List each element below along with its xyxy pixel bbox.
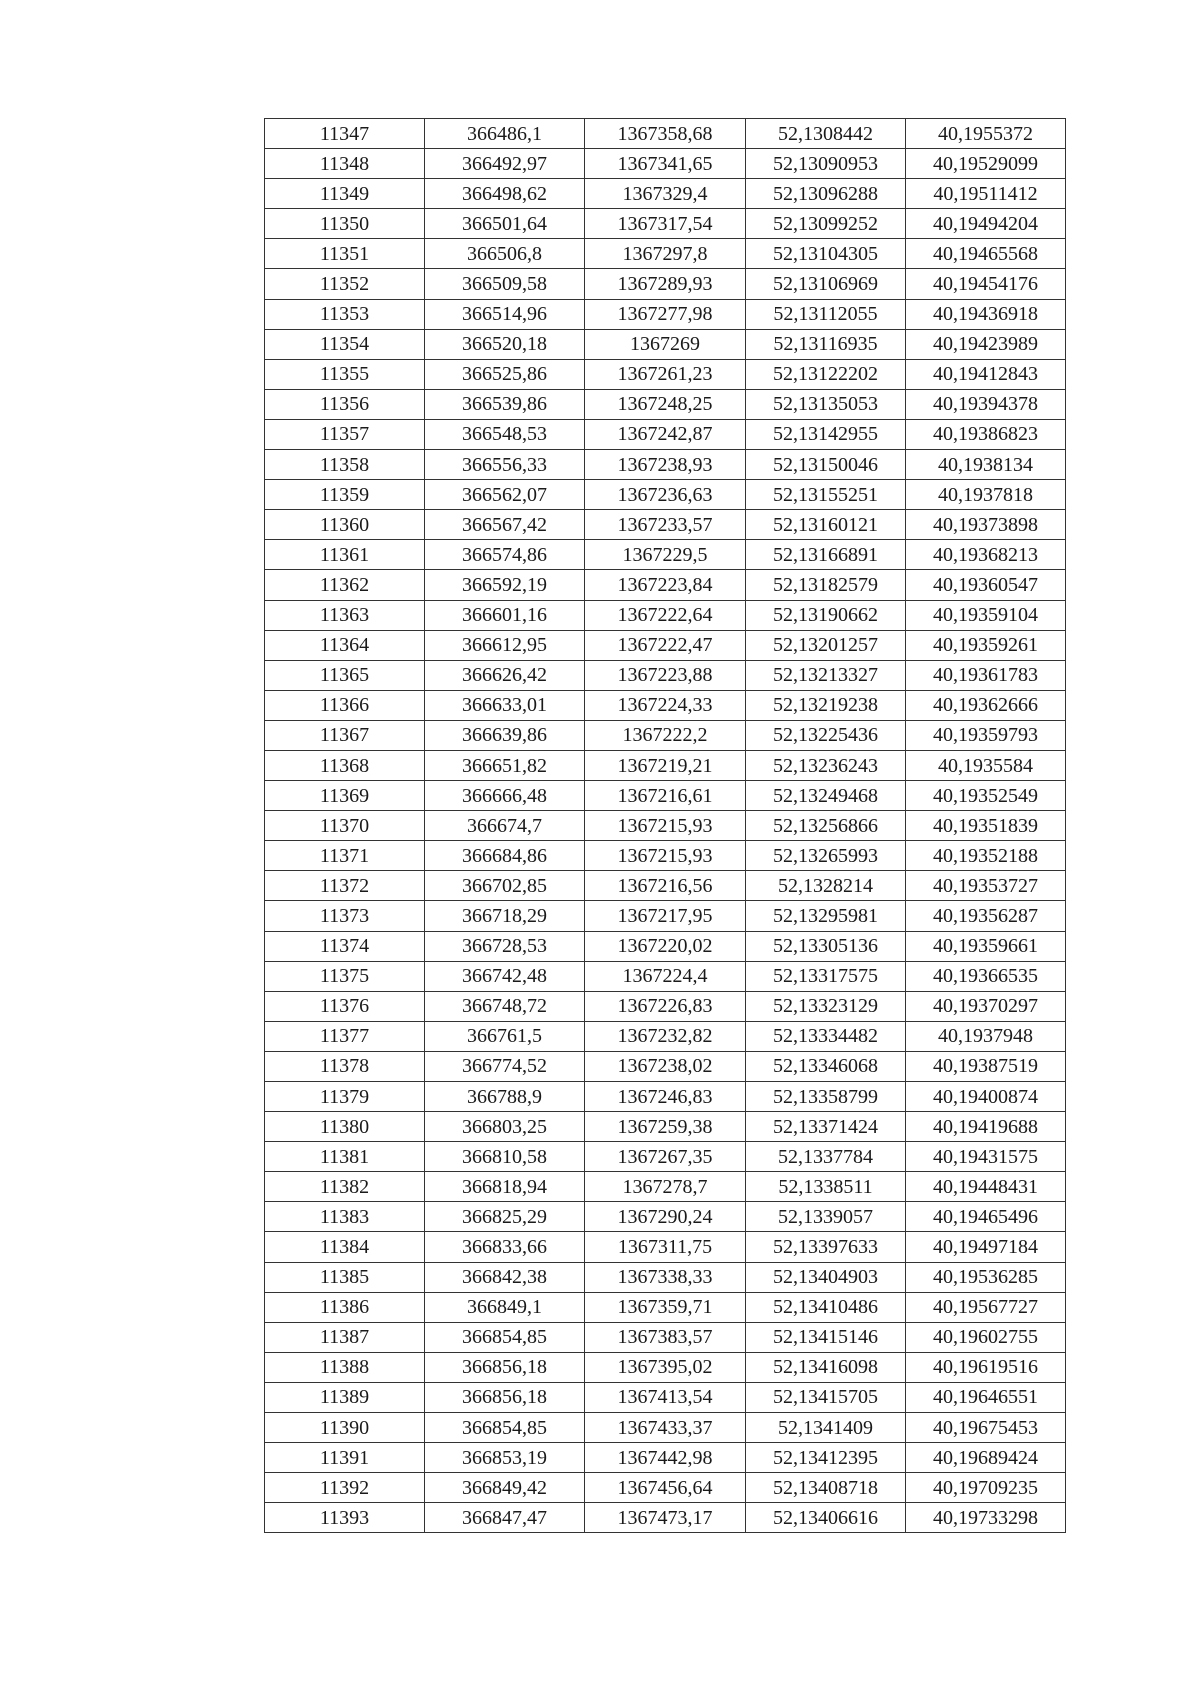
point-number-cell: 11360 bbox=[265, 510, 425, 540]
point-number-cell: 11352 bbox=[265, 269, 425, 299]
point-number-cell: 11365 bbox=[265, 660, 425, 690]
x-coordinate-cell: 366539,86 bbox=[425, 389, 585, 419]
x-coordinate-cell: 366492,97 bbox=[425, 149, 585, 179]
table-row bbox=[265, 1413, 1066, 1443]
latitude-cell: 52,13397633 bbox=[746, 1232, 906, 1262]
latitude-cell: 52,13106969 bbox=[746, 269, 906, 299]
table-row bbox=[265, 1112, 1066, 1142]
y-coordinate-cell: 1367383,57 bbox=[585, 1322, 746, 1352]
latitude-cell: 52,13406616 bbox=[746, 1503, 906, 1533]
latitude-cell: 52,1337784 bbox=[746, 1142, 906, 1172]
point-number-cell: 11393 bbox=[265, 1503, 425, 1533]
x-coordinate-cell: 366803,25 bbox=[425, 1112, 585, 1142]
longitude-cell: 40,19602755 bbox=[906, 1322, 1066, 1352]
point-number-cell: 11353 bbox=[265, 299, 425, 329]
latitude-cell: 52,13305136 bbox=[746, 931, 906, 961]
x-coordinate-cell: 366674,7 bbox=[425, 811, 585, 841]
table-row bbox=[265, 1292, 1066, 1322]
latitude-cell: 52,13112055 bbox=[746, 299, 906, 329]
table-row bbox=[265, 299, 1066, 329]
point-number-cell: 11350 bbox=[265, 209, 425, 239]
longitude-cell: 40,1955372 bbox=[906, 119, 1066, 149]
latitude-cell: 52,13334482 bbox=[746, 1021, 906, 1051]
x-coordinate-cell: 366486,1 bbox=[425, 119, 585, 149]
x-coordinate-cell: 366548,53 bbox=[425, 419, 585, 449]
table-row bbox=[265, 991, 1066, 1021]
latitude-cell: 52,13122202 bbox=[746, 359, 906, 389]
longitude-cell: 40,19423989 bbox=[906, 329, 1066, 359]
latitude-cell: 52,13142955 bbox=[746, 419, 906, 449]
x-coordinate-cell: 366556,33 bbox=[425, 450, 585, 480]
table-row bbox=[265, 1142, 1066, 1172]
point-number-cell: 11389 bbox=[265, 1382, 425, 1412]
table-row bbox=[265, 690, 1066, 720]
point-number-cell: 11359 bbox=[265, 480, 425, 510]
table-row bbox=[265, 1082, 1066, 1112]
y-coordinate-cell: 1367246,83 bbox=[585, 1082, 746, 1112]
y-coordinate-cell: 1367269 bbox=[585, 329, 746, 359]
point-number-cell: 11348 bbox=[265, 149, 425, 179]
y-coordinate-cell: 1367456,64 bbox=[585, 1473, 746, 1503]
latitude-cell: 52,13295981 bbox=[746, 901, 906, 931]
x-coordinate-cell: 366651,82 bbox=[425, 750, 585, 780]
longitude-cell: 40,19529099 bbox=[906, 149, 1066, 179]
latitude-cell: 52,13408718 bbox=[746, 1473, 906, 1503]
latitude-cell: 52,1308442 bbox=[746, 119, 906, 149]
point-number-cell: 11382 bbox=[265, 1172, 425, 1202]
y-coordinate-cell: 1367223,88 bbox=[585, 660, 746, 690]
table-row bbox=[265, 1473, 1066, 1503]
longitude-cell: 40,19400874 bbox=[906, 1082, 1066, 1112]
y-coordinate-cell: 1367278,7 bbox=[585, 1172, 746, 1202]
longitude-cell: 40,19394378 bbox=[906, 389, 1066, 419]
x-coordinate-cell: 366818,94 bbox=[425, 1172, 585, 1202]
point-number-cell: 11354 bbox=[265, 329, 425, 359]
x-coordinate-cell: 366567,42 bbox=[425, 510, 585, 540]
latitude-cell: 52,13155251 bbox=[746, 480, 906, 510]
point-number-cell: 11371 bbox=[265, 841, 425, 871]
longitude-cell: 40,19370297 bbox=[906, 991, 1066, 1021]
longitude-cell: 40,19619516 bbox=[906, 1352, 1066, 1382]
y-coordinate-cell: 1367217,95 bbox=[585, 901, 746, 931]
point-number-cell: 11363 bbox=[265, 600, 425, 630]
table-row bbox=[265, 811, 1066, 841]
longitude-cell: 40,19431575 bbox=[906, 1142, 1066, 1172]
longitude-cell: 40,19465568 bbox=[906, 239, 1066, 269]
longitude-cell: 40,19386823 bbox=[906, 419, 1066, 449]
latitude-cell: 52,13236243 bbox=[746, 750, 906, 780]
table-row bbox=[265, 510, 1066, 540]
latitude-cell: 52,13213327 bbox=[746, 660, 906, 690]
latitude-cell: 52,13416098 bbox=[746, 1352, 906, 1382]
point-number-cell: 11380 bbox=[265, 1112, 425, 1142]
x-coordinate-cell: 366810,58 bbox=[425, 1142, 585, 1172]
y-coordinate-cell: 1367259,38 bbox=[585, 1112, 746, 1142]
point-number-cell: 11368 bbox=[265, 750, 425, 780]
y-coordinate-cell: 1367261,23 bbox=[585, 359, 746, 389]
table-row bbox=[265, 961, 1066, 991]
coordinates-table-body bbox=[265, 119, 1066, 1533]
x-coordinate-cell: 366509,58 bbox=[425, 269, 585, 299]
y-coordinate-cell: 1367238,93 bbox=[585, 450, 746, 480]
longitude-cell: 40,19497184 bbox=[906, 1232, 1066, 1262]
latitude-cell: 52,13410486 bbox=[746, 1292, 906, 1322]
point-number-cell: 11367 bbox=[265, 720, 425, 750]
latitude-cell: 52,13135053 bbox=[746, 389, 906, 419]
x-coordinate-cell: 366842,38 bbox=[425, 1262, 585, 1292]
longitude-cell: 40,1935584 bbox=[906, 750, 1066, 780]
table-row bbox=[265, 871, 1066, 901]
point-number-cell: 11388 bbox=[265, 1352, 425, 1382]
point-number-cell: 11374 bbox=[265, 931, 425, 961]
point-number-cell: 11349 bbox=[265, 179, 425, 209]
y-coordinate-cell: 1367473,17 bbox=[585, 1503, 746, 1533]
table-row bbox=[265, 329, 1066, 359]
longitude-cell: 40,19359104 bbox=[906, 600, 1066, 630]
table-row bbox=[265, 781, 1066, 811]
longitude-cell: 40,19359661 bbox=[906, 931, 1066, 961]
table-row bbox=[265, 630, 1066, 660]
longitude-cell: 40,19387519 bbox=[906, 1051, 1066, 1081]
longitude-cell: 40,19646551 bbox=[906, 1382, 1066, 1412]
x-coordinate-cell: 366856,18 bbox=[425, 1352, 585, 1382]
table-row bbox=[265, 1503, 1066, 1533]
table-row bbox=[265, 901, 1066, 931]
longitude-cell: 40,19366535 bbox=[906, 961, 1066, 991]
point-number-cell: 11355 bbox=[265, 359, 425, 389]
longitude-cell: 40,19465496 bbox=[906, 1202, 1066, 1232]
table-row bbox=[265, 209, 1066, 239]
longitude-cell: 40,19360547 bbox=[906, 570, 1066, 600]
x-coordinate-cell: 366520,18 bbox=[425, 329, 585, 359]
y-coordinate-cell: 1367248,25 bbox=[585, 389, 746, 419]
longitude-cell: 40,19494204 bbox=[906, 209, 1066, 239]
x-coordinate-cell: 366718,29 bbox=[425, 901, 585, 931]
point-number-cell: 11356 bbox=[265, 389, 425, 419]
longitude-cell: 40,19359793 bbox=[906, 720, 1066, 750]
longitude-cell: 40,19359261 bbox=[906, 630, 1066, 660]
latitude-cell: 52,13323129 bbox=[746, 991, 906, 1021]
y-coordinate-cell: 1367341,65 bbox=[585, 149, 746, 179]
x-coordinate-cell: 366592,19 bbox=[425, 570, 585, 600]
y-coordinate-cell: 1367413,54 bbox=[585, 1382, 746, 1412]
table-row bbox=[265, 119, 1066, 149]
table-row bbox=[265, 450, 1066, 480]
table-row bbox=[265, 419, 1066, 449]
x-coordinate-cell: 366853,19 bbox=[425, 1443, 585, 1473]
y-coordinate-cell: 1367224,4 bbox=[585, 961, 746, 991]
latitude-cell: 52,1339057 bbox=[746, 1202, 906, 1232]
table-row bbox=[265, 660, 1066, 690]
table-row bbox=[265, 1443, 1066, 1473]
y-coordinate-cell: 1367359,71 bbox=[585, 1292, 746, 1322]
longitude-cell: 40,19356287 bbox=[906, 901, 1066, 931]
table-row bbox=[265, 480, 1066, 510]
latitude-cell: 52,13415705 bbox=[746, 1382, 906, 1412]
point-number-cell: 11392 bbox=[265, 1473, 425, 1503]
x-coordinate-cell: 366562,07 bbox=[425, 480, 585, 510]
point-number-cell: 11361 bbox=[265, 540, 425, 570]
y-coordinate-cell: 1367297,8 bbox=[585, 239, 746, 269]
latitude-cell: 52,13219238 bbox=[746, 690, 906, 720]
point-number-cell: 11366 bbox=[265, 690, 425, 720]
latitude-cell: 52,13256866 bbox=[746, 811, 906, 841]
table-row bbox=[265, 1051, 1066, 1081]
longitude-cell: 40,19353727 bbox=[906, 871, 1066, 901]
longitude-cell: 40,19436918 bbox=[906, 299, 1066, 329]
point-number-cell: 11358 bbox=[265, 450, 425, 480]
table-row bbox=[265, 389, 1066, 419]
table-row bbox=[265, 720, 1066, 750]
y-coordinate-cell: 1367236,63 bbox=[585, 480, 746, 510]
longitude-cell: 40,19675453 bbox=[906, 1413, 1066, 1443]
point-number-cell: 11377 bbox=[265, 1021, 425, 1051]
latitude-cell: 52,13116935 bbox=[746, 329, 906, 359]
point-number-cell: 11381 bbox=[265, 1142, 425, 1172]
latitude-cell: 52,13104305 bbox=[746, 239, 906, 269]
latitude-cell: 52,13099252 bbox=[746, 209, 906, 239]
latitude-cell: 52,1338511 bbox=[746, 1172, 906, 1202]
y-coordinate-cell: 1367215,93 bbox=[585, 841, 746, 871]
latitude-cell: 52,13182579 bbox=[746, 570, 906, 600]
longitude-cell: 40,19733298 bbox=[906, 1503, 1066, 1533]
longitude-cell: 40,19448431 bbox=[906, 1172, 1066, 1202]
longitude-cell: 40,19362666 bbox=[906, 690, 1066, 720]
longitude-cell: 40,19536285 bbox=[906, 1262, 1066, 1292]
latitude-cell: 52,13190662 bbox=[746, 600, 906, 630]
longitude-cell: 40,19419688 bbox=[906, 1112, 1066, 1142]
x-coordinate-cell: 366847,47 bbox=[425, 1503, 585, 1533]
point-number-cell: 11379 bbox=[265, 1082, 425, 1112]
y-coordinate-cell: 1367226,83 bbox=[585, 991, 746, 1021]
x-coordinate-cell: 366856,18 bbox=[425, 1382, 585, 1412]
y-coordinate-cell: 1367277,98 bbox=[585, 299, 746, 329]
table-row bbox=[265, 1232, 1066, 1262]
y-coordinate-cell: 1367317,54 bbox=[585, 209, 746, 239]
latitude-cell: 52,13265993 bbox=[746, 841, 906, 871]
point-number-cell: 11375 bbox=[265, 961, 425, 991]
table-row bbox=[265, 269, 1066, 299]
x-coordinate-cell: 366728,53 bbox=[425, 931, 585, 961]
y-coordinate-cell: 1367329,4 bbox=[585, 179, 746, 209]
y-coordinate-cell: 1367267,35 bbox=[585, 1142, 746, 1172]
table-row bbox=[265, 1352, 1066, 1382]
latitude-cell: 52,13358799 bbox=[746, 1082, 906, 1112]
y-coordinate-cell: 1367442,98 bbox=[585, 1443, 746, 1473]
longitude-cell: 40,1937948 bbox=[906, 1021, 1066, 1051]
x-coordinate-cell: 366684,86 bbox=[425, 841, 585, 871]
longitude-cell: 40,19352549 bbox=[906, 781, 1066, 811]
x-coordinate-cell: 366501,64 bbox=[425, 209, 585, 239]
y-coordinate-cell: 1367433,37 bbox=[585, 1413, 746, 1443]
point-number-cell: 11390 bbox=[265, 1413, 425, 1443]
latitude-cell: 52,13415146 bbox=[746, 1322, 906, 1352]
longitude-cell: 40,19373898 bbox=[906, 510, 1066, 540]
x-coordinate-cell: 366742,48 bbox=[425, 961, 585, 991]
y-coordinate-cell: 1367222,2 bbox=[585, 720, 746, 750]
x-coordinate-cell: 366854,85 bbox=[425, 1322, 585, 1352]
x-coordinate-cell: 366833,66 bbox=[425, 1232, 585, 1262]
point-number-cell: 11347 bbox=[265, 119, 425, 149]
x-coordinate-cell: 366825,29 bbox=[425, 1202, 585, 1232]
point-number-cell: 11385 bbox=[265, 1262, 425, 1292]
x-coordinate-cell: 366514,96 bbox=[425, 299, 585, 329]
x-coordinate-cell: 366626,42 bbox=[425, 660, 585, 690]
point-number-cell: 11362 bbox=[265, 570, 425, 600]
longitude-cell: 40,19511412 bbox=[906, 179, 1066, 209]
latitude-cell: 52,13201257 bbox=[746, 630, 906, 660]
x-coordinate-cell: 366574,86 bbox=[425, 540, 585, 570]
coordinates-table bbox=[264, 118, 1066, 1533]
longitude-cell: 40,19567727 bbox=[906, 1292, 1066, 1322]
y-coordinate-cell: 1367215,93 bbox=[585, 811, 746, 841]
x-coordinate-cell: 366849,42 bbox=[425, 1473, 585, 1503]
longitude-cell: 40,19454176 bbox=[906, 269, 1066, 299]
table-row bbox=[265, 179, 1066, 209]
latitude-cell: 52,13346068 bbox=[746, 1051, 906, 1081]
latitude-cell: 52,13150046 bbox=[746, 450, 906, 480]
longitude-cell: 40,19352188 bbox=[906, 841, 1066, 871]
longitude-cell: 40,19689424 bbox=[906, 1443, 1066, 1473]
y-coordinate-cell: 1367290,24 bbox=[585, 1202, 746, 1232]
y-coordinate-cell: 1367238,02 bbox=[585, 1051, 746, 1081]
longitude-cell: 40,1937818 bbox=[906, 480, 1066, 510]
y-coordinate-cell: 1367220,02 bbox=[585, 931, 746, 961]
table-row bbox=[265, 1172, 1066, 1202]
y-coordinate-cell: 1367222,47 bbox=[585, 630, 746, 660]
y-coordinate-cell: 1367289,93 bbox=[585, 269, 746, 299]
table-row bbox=[265, 1021, 1066, 1051]
latitude-cell: 52,13404903 bbox=[746, 1262, 906, 1292]
y-coordinate-cell: 1367358,68 bbox=[585, 119, 746, 149]
latitude-cell: 52,13166891 bbox=[746, 540, 906, 570]
x-coordinate-cell: 366639,86 bbox=[425, 720, 585, 750]
latitude-cell: 52,13160121 bbox=[746, 510, 906, 540]
table-row bbox=[265, 750, 1066, 780]
y-coordinate-cell: 1367223,84 bbox=[585, 570, 746, 600]
longitude-cell: 40,19709235 bbox=[906, 1473, 1066, 1503]
x-coordinate-cell: 366788,9 bbox=[425, 1082, 585, 1112]
table-row bbox=[265, 1322, 1066, 1352]
x-coordinate-cell: 366612,95 bbox=[425, 630, 585, 660]
table-row bbox=[265, 1202, 1066, 1232]
y-coordinate-cell: 1367232,82 bbox=[585, 1021, 746, 1051]
point-number-cell: 11378 bbox=[265, 1051, 425, 1081]
latitude-cell: 52,13317575 bbox=[746, 961, 906, 991]
x-coordinate-cell: 366525,86 bbox=[425, 359, 585, 389]
point-number-cell: 11386 bbox=[265, 1292, 425, 1322]
latitude-cell: 52,1341409 bbox=[746, 1413, 906, 1443]
y-coordinate-cell: 1367311,75 bbox=[585, 1232, 746, 1262]
y-coordinate-cell: 1367242,87 bbox=[585, 419, 746, 449]
y-coordinate-cell: 1367233,57 bbox=[585, 510, 746, 540]
x-coordinate-cell: 366748,72 bbox=[425, 991, 585, 1021]
x-coordinate-cell: 366666,48 bbox=[425, 781, 585, 811]
point-number-cell: 11383 bbox=[265, 1202, 425, 1232]
point-number-cell: 11391 bbox=[265, 1443, 425, 1473]
point-number-cell: 11384 bbox=[265, 1232, 425, 1262]
latitude-cell: 52,13249468 bbox=[746, 781, 906, 811]
y-coordinate-cell: 1367222,64 bbox=[585, 600, 746, 630]
table-row bbox=[265, 1262, 1066, 1292]
x-coordinate-cell: 366498,62 bbox=[425, 179, 585, 209]
y-coordinate-cell: 1367219,21 bbox=[585, 750, 746, 780]
point-number-cell: 11372 bbox=[265, 871, 425, 901]
x-coordinate-cell: 366774,52 bbox=[425, 1051, 585, 1081]
table-row bbox=[265, 841, 1066, 871]
x-coordinate-cell: 366633,01 bbox=[425, 690, 585, 720]
point-number-cell: 11373 bbox=[265, 901, 425, 931]
table-row bbox=[265, 540, 1066, 570]
x-coordinate-cell: 366702,85 bbox=[425, 871, 585, 901]
y-coordinate-cell: 1367229,5 bbox=[585, 540, 746, 570]
latitude-cell: 52,13412395 bbox=[746, 1443, 906, 1473]
latitude-cell: 52,13371424 bbox=[746, 1112, 906, 1142]
latitude-cell: 52,13096288 bbox=[746, 179, 906, 209]
longitude-cell: 40,19351839 bbox=[906, 811, 1066, 841]
latitude-cell: 52,1328214 bbox=[746, 871, 906, 901]
table-row bbox=[265, 149, 1066, 179]
x-coordinate-cell: 366506,8 bbox=[425, 239, 585, 269]
table-row bbox=[265, 1382, 1066, 1412]
x-coordinate-cell: 366601,16 bbox=[425, 600, 585, 630]
y-coordinate-cell: 1367216,61 bbox=[585, 781, 746, 811]
x-coordinate-cell: 366761,5 bbox=[425, 1021, 585, 1051]
point-number-cell: 11357 bbox=[265, 419, 425, 449]
table-row bbox=[265, 600, 1066, 630]
longitude-cell: 40,1938134 bbox=[906, 450, 1066, 480]
table-row bbox=[265, 931, 1066, 961]
table-row bbox=[265, 239, 1066, 269]
y-coordinate-cell: 1367338,33 bbox=[585, 1262, 746, 1292]
point-number-cell: 11364 bbox=[265, 630, 425, 660]
y-coordinate-cell: 1367216,56 bbox=[585, 871, 746, 901]
point-number-cell: 11369 bbox=[265, 781, 425, 811]
point-number-cell: 11351 bbox=[265, 239, 425, 269]
table-row bbox=[265, 570, 1066, 600]
y-coordinate-cell: 1367395,02 bbox=[585, 1352, 746, 1382]
point-number-cell: 11376 bbox=[265, 991, 425, 1021]
latitude-cell: 52,13090953 bbox=[746, 149, 906, 179]
x-coordinate-cell: 366849,1 bbox=[425, 1292, 585, 1322]
point-number-cell: 11387 bbox=[265, 1322, 425, 1352]
x-coordinate-cell: 366854,85 bbox=[425, 1413, 585, 1443]
y-coordinate-cell: 1367224,33 bbox=[585, 690, 746, 720]
longitude-cell: 40,19412843 bbox=[906, 359, 1066, 389]
point-number-cell: 11370 bbox=[265, 811, 425, 841]
longitude-cell: 40,19368213 bbox=[906, 540, 1066, 570]
latitude-cell: 52,13225436 bbox=[746, 720, 906, 750]
table-row bbox=[265, 359, 1066, 389]
longitude-cell: 40,19361783 bbox=[906, 660, 1066, 690]
